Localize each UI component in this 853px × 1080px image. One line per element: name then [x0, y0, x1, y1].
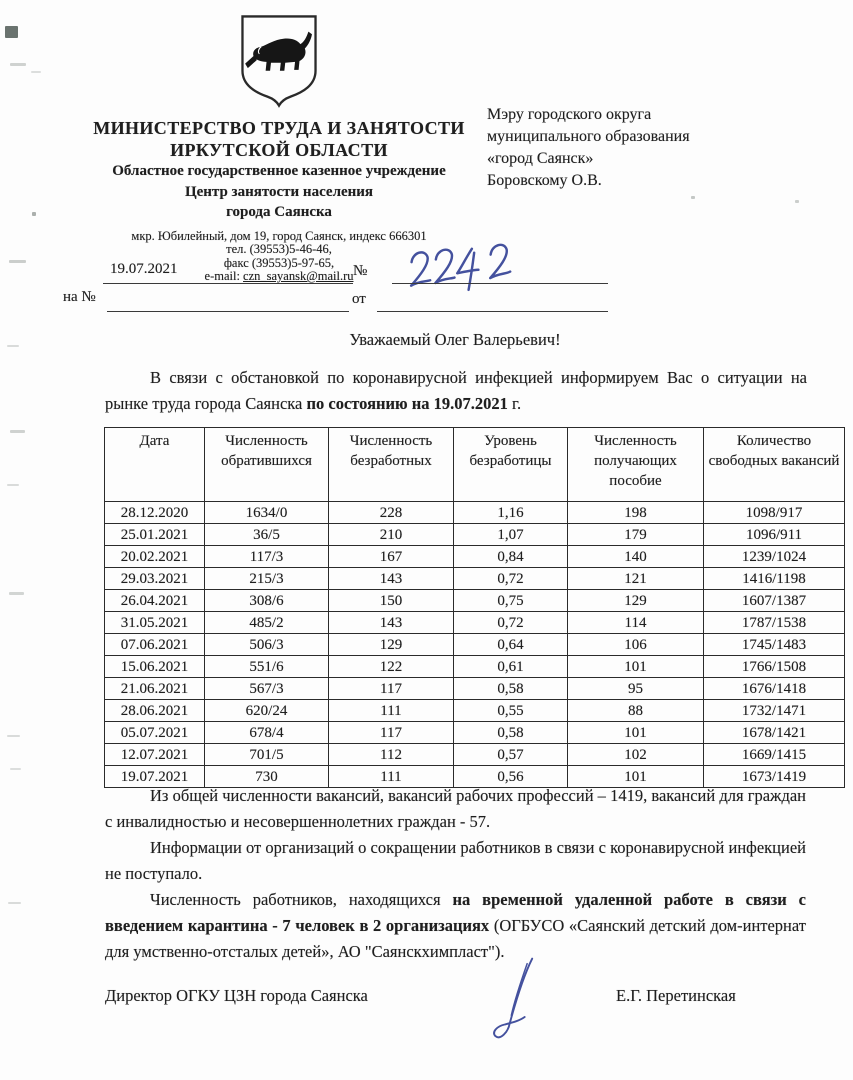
salutation: Уважаемый Олег Валерьевич! — [349, 330, 561, 349]
addressee-line: Мэру городского округа — [487, 106, 652, 123]
table-header-cell: Количество свободных вакансий — [704, 428, 845, 502]
handwritten-number-2242-icon — [402, 239, 517, 299]
table-cell: 122 — [329, 656, 454, 678]
table-cell: 1678/1421 — [704, 722, 845, 744]
intro-bold-date: по состоянию на 19.07.2021 — [306, 394, 508, 413]
table-cell: 117 — [329, 678, 454, 700]
table-cell: 1239/1024 — [704, 546, 845, 568]
table-row — [105, 678, 845, 700]
table-cell: 140 — [568, 546, 704, 568]
scan-artifact — [10, 430, 25, 433]
org-name-line2: ИРКУТСКОЙ ОБЛАСТИ — [170, 140, 388, 160]
table-cell: 129 — [568, 590, 704, 612]
handwritten-signature-icon — [474, 952, 552, 1052]
table-cell: 1634/0 — [205, 502, 329, 524]
table-cell: 88 — [568, 700, 704, 722]
table-cell: 101 — [568, 766, 704, 788]
table-header-row — [105, 428, 845, 502]
number-underline — [392, 282, 608, 284]
letter-date: 19.07.2021 — [110, 261, 178, 277]
scan-artifact — [10, 768, 21, 770]
intro-paragraph — [105, 365, 807, 417]
table-cell: 210 — [329, 524, 454, 546]
table-cell: 117/3 — [205, 546, 329, 568]
irkutsk-oblast-coat-of-arms-icon — [231, 12, 327, 110]
table-cell: 143 — [329, 612, 454, 634]
scan-artifact — [7, 735, 20, 737]
table-cell: 95 — [568, 678, 704, 700]
table-cell: 1,16 — [454, 502, 568, 524]
table-cell: 701/5 — [205, 744, 329, 766]
table-cell: 228 — [329, 502, 454, 524]
scan-artifact — [10, 63, 26, 66]
table-cell: 36/5 — [205, 524, 329, 546]
org-address: мкр. Юбилейный, дом 19, город Саянск, индекс 666301 — [131, 228, 427, 243]
scan-artifact — [9, 592, 24, 595]
org-sub-line2: Центр занятости населения — [184, 183, 374, 200]
table-cell: 1787/1538 — [704, 612, 845, 634]
table-cell: 730 — [205, 766, 329, 788]
org-fax: факс (39553)5-97-65, — [223, 255, 335, 270]
table-cell: 28.12.2020 — [105, 502, 205, 524]
table-cell: 167 — [329, 546, 454, 568]
scan-artifact — [795, 200, 799, 203]
table-cell: 112 — [329, 744, 454, 766]
table-cell: 0,84 — [454, 546, 568, 568]
table-cell: 121 — [568, 568, 704, 590]
table-cell: 143 — [329, 568, 454, 590]
table-cell: 25.01.2021 — [105, 524, 205, 546]
table-cell: 485/2 — [205, 612, 329, 634]
table-row — [105, 744, 845, 766]
remote-work-text: Численность работников, находящихся — [150, 890, 453, 909]
table-cell: 198 — [568, 502, 704, 524]
table-row — [105, 524, 845, 546]
table-cell: 05.07.2021 — [105, 722, 205, 744]
table-cell: 0,57 — [454, 744, 568, 766]
table-cell: 150 — [329, 590, 454, 612]
body-text — [105, 783, 806, 965]
table-cell: 567/3 — [205, 678, 329, 700]
table-row — [105, 590, 845, 612]
org-name-line1: МИНИСТЕРСТВО ТРУДА И ЗАНЯТОСТИ — [93, 118, 465, 138]
table-cell: 117 — [329, 722, 454, 744]
from-underline — [377, 310, 608, 312]
remote-work-bold: на временной удаленной работе в связи с введением карантина - 7 человек в 2 организациях — [105, 890, 806, 935]
org-sub-line1: Областное государственное казенное учреждение — [112, 163, 446, 179]
table-header-cell: Численность обратившихся — [205, 428, 329, 502]
table-cell: 31.05.2021 — [105, 612, 205, 634]
table-cell: 26.04.2021 — [105, 590, 205, 612]
table-cell: 506/3 — [205, 634, 329, 656]
table-cell: 129 — [329, 634, 454, 656]
remote-work-paragraph — [105, 887, 806, 965]
from-label: от — [352, 291, 366, 307]
table-cell: 1096/911 — [704, 524, 845, 546]
signer-title: Директор ОГКУ ЦЗН города Саянска — [105, 986, 368, 1005]
table-row — [105, 634, 845, 656]
addressee-line: Боровскому О.В. — [487, 172, 602, 189]
table-cell: 12.07.2021 — [105, 744, 205, 766]
table-cell: 1607/1387 — [704, 590, 845, 612]
number-sign: № — [353, 263, 368, 279]
table-cell: 620/24 — [205, 700, 329, 722]
table-header-cell: Дата — [105, 428, 205, 502]
table-cell: 0,56 — [454, 766, 568, 788]
table-cell: 102 — [568, 744, 704, 766]
table-cell: 28.06.2021 — [105, 700, 205, 722]
table-cell: 0,61 — [454, 656, 568, 678]
table-cell: 1669/1415 — [704, 744, 845, 766]
addressee-line: муниципального образования — [487, 128, 690, 145]
table-cell: 20.02.2021 — [105, 546, 205, 568]
table-cell: 0,72 — [454, 568, 568, 590]
table-row — [105, 612, 845, 634]
table-cell: 678/4 — [205, 722, 329, 744]
table-cell: 15.06.2021 — [105, 656, 205, 678]
table-cell: 07.06.2021 — [105, 634, 205, 656]
scan-artifact — [31, 71, 41, 73]
table-row — [105, 546, 845, 568]
org-email: czn_sayansk@mail.ru — [243, 269, 354, 283]
table-cell: 0,58 — [454, 678, 568, 700]
no-layoffs-paragraph: Информации от организаций о сокращении работников в связи с коронавирусной инфекцией не поступало. — [105, 838, 806, 883]
intro-text: В связи с обстановкой по коронавирусной инфекцией информируем Вас о ситуации на рынке труда города Саянска — [105, 368, 807, 413]
remote-work-tail: (ОГБУСО «Саянский детский дом-интернат для умственно-отсталых детей», АО "Саянскхимпласт"). — [105, 916, 806, 961]
table-cell: 0,72 — [454, 612, 568, 634]
table-cell: 1098/917 — [704, 502, 845, 524]
table-cell: 0,55 — [454, 700, 568, 722]
table-row — [105, 656, 845, 678]
table-cell: 1766/1508 — [704, 656, 845, 678]
table-cell: 111 — [329, 766, 454, 788]
intro-tail: г. — [507, 394, 522, 413]
table-cell: 215/3 — [205, 568, 329, 590]
table-cell: 1745/1483 — [704, 634, 845, 656]
table-row — [105, 502, 845, 524]
addressee-line: «город Саянск» — [487, 150, 594, 167]
table-row — [105, 568, 845, 590]
table-cell: 101 — [568, 722, 704, 744]
addressee-block — [487, 104, 747, 192]
unemployment-statistics-table — [104, 427, 845, 788]
table-cell: 0,75 — [454, 590, 568, 612]
table-cell: 551/6 — [205, 656, 329, 678]
letterhead — [78, 12, 480, 284]
table-cell: 1673/1419 — [704, 766, 845, 788]
scan-artifact — [32, 212, 36, 216]
table-row — [105, 722, 845, 744]
table-cell: 308/6 — [205, 590, 329, 612]
table-cell: 1,07 — [454, 524, 568, 546]
table-cell: 21.06.2021 — [105, 678, 205, 700]
scan-artifact — [691, 196, 695, 199]
org-phone: тел. (39553)5-46-46, — [226, 242, 332, 256]
table-cell: 101 — [568, 656, 704, 678]
report-table-body — [105, 502, 845, 788]
scan-artifact — [8, 902, 21, 904]
scan-artifact — [7, 345, 19, 347]
table-cell: 29.03.2021 — [105, 568, 205, 590]
org-sub-line3: города Саянска — [226, 204, 332, 220]
table-row — [105, 700, 845, 722]
table-cell: 1732/1471 — [704, 700, 845, 722]
table-cell: 19.07.2021 — [105, 766, 205, 788]
table-cell: 0,58 — [454, 722, 568, 744]
vacancies-paragraph: Из общей численности вакансий, вакансий рабочих профессий – 1419, вакансий для граждан с инвалидностью и несовершеннолетних граждан - 57. — [105, 786, 806, 831]
table-cell: 114 — [568, 612, 704, 634]
org-email-label: e-mail: — [204, 269, 244, 283]
table-header-cell: Численность получающих пособие — [568, 428, 704, 502]
on-number-underline — [107, 310, 349, 312]
date-underline — [103, 282, 353, 284]
scan-artifact — [7, 484, 19, 486]
table-cell: 179 — [568, 524, 704, 546]
table-cell: 106 — [568, 634, 704, 656]
table-cell: 1416/1198 — [704, 568, 845, 590]
scan-artifact — [5, 26, 18, 38]
signer-name: Е.Г. Перетинская — [616, 986, 736, 1005]
reference-block — [0, 253, 853, 323]
table-header-cell: Численность безработных — [329, 428, 454, 502]
table-cell: 0,64 — [454, 634, 568, 656]
on-number-label: на № — [63, 289, 96, 305]
table-cell: 1676/1418 — [704, 678, 845, 700]
table-cell: 111 — [329, 700, 454, 722]
table-header-cell: Уровень безработицы — [454, 428, 568, 502]
